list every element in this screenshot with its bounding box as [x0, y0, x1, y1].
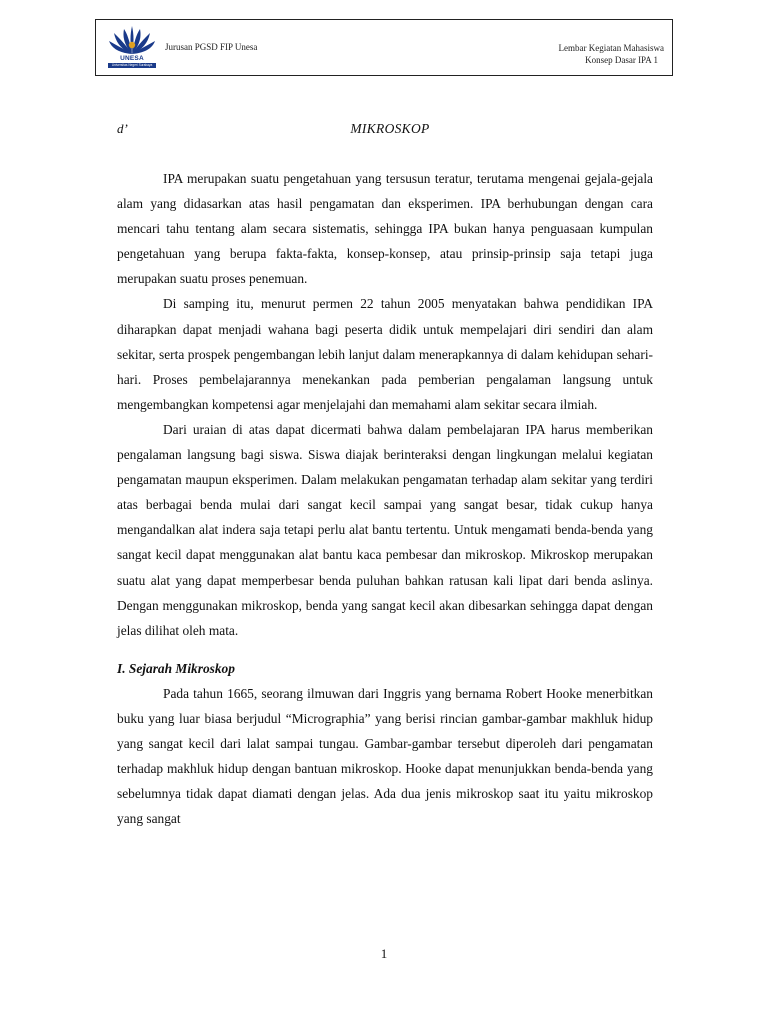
page-header: [95, 19, 673, 76]
paragraph: Dari uraian di atas dapat dicermati bahwa dalam pembelajaran IPA harus memberikan pengalaman langsung bagi siswa. Siswa diajak berinteraksi dengan lingkungan melalui kegiatan pengamatan maupun eksperimen. Dalam melakukan pengamatan terhadap alam sekitar yang terdiri atas berbagai benda mulai dari sangat kecil sampai yang sangat besar, tidak cukup hanya mengandalkan alat indera saja tetapi perlu alat bantu tertentu. Untuk mengamati benda-benda yang sangat kecil dapat menggunakan alat bantu kaca pembesar dan mikroskop. Mikroskop merupakan suatu alat yang dapat memperbesar benda puluhan bahkan ratusan kali lipat dari benda aslinya. Dengan menggunakan mikroskop, benda yang sangat kecil akan dibesarkan sehingga dapat dengan jelas dilihat oleh mata.: [117, 421, 653, 638]
header-department: Jurusan PGSD FIP Unesa: [165, 42, 258, 52]
header-worksheet-info: [559, 42, 664, 66]
paragraph: Pada tahun 1665, seorang ilmuwan dari Inggris yang bernama Robert Hooke menerbitkan buku yang luar biasa berjudul “Micrographia” yang berisi rincian gambar-gambar makhluk hidup yang sangat kecil dari lalat sampai tungau. Gambar-gambar tersebut diperoleh dari pengamatan terhadap makhluk hidup dengan bantuan mikroskop. Hooke dapat menunjukkan benda-benda yang sebelumnya tidak dapat diamati dengan jelas. Ada dua jenis mikroskop saat itu yaitu mikroskop yang sangat: [117, 685, 653, 827]
paragraph: IPA merupakan suatu pengetahuan yang tersusun teratur, terutama mengenai gejala-gejala alam yang didasarkan atas hasil pengamatan dan eksperimen. IPA berhubungan dengan cara mencari tahu tentang alam secara sistematis, sehingga IPA bukan hanya penguasaan kumpulan pengetahuan yang berupa fakta-fakta, konsep-konsep, atau prinsip-prinsip saja tetapi juga merupakan suatu proses penemuan.: [117, 171, 653, 287]
header-worksheet-title: Lembar Kegiatan Mahasiswa: [558, 43, 664, 53]
logo-subtitle: Universitas Negeri Surabaya: [108, 63, 156, 68]
document-body: [117, 166, 653, 831]
paragraph: Di samping itu, menurut permen 22 tahun 2005 menyatakan bahwa pendidikan IPA diharapkan dapat menjadi wahana bagi peserta didik untuk mempelajari diri sendiri dan alam sekitar, serta prospek pengembangan lebih lanjut dalam menerapkannya di dalam kehidupan sehari-hari. Proses pembelajarannya menekankan pada pemberian pengalaman langsung untuk mengembangkan kompetensi agar menjelajahi dan memahami alam sekitar secara ilmiah.: [117, 296, 653, 412]
header-course-name: Konsep Dasar IPA 1: [585, 55, 658, 65]
unesa-emblem-icon: [108, 25, 156, 55]
section-heading: I. Sejarah Mikroskop: [117, 660, 235, 676]
unesa-logo: [108, 25, 156, 73]
page-number: 1: [380, 946, 388, 961]
document-mark: d’: [117, 121, 128, 136]
page-title: MIKROSKOP: [350, 121, 430, 136]
logo-name: UNESA: [120, 55, 144, 62]
